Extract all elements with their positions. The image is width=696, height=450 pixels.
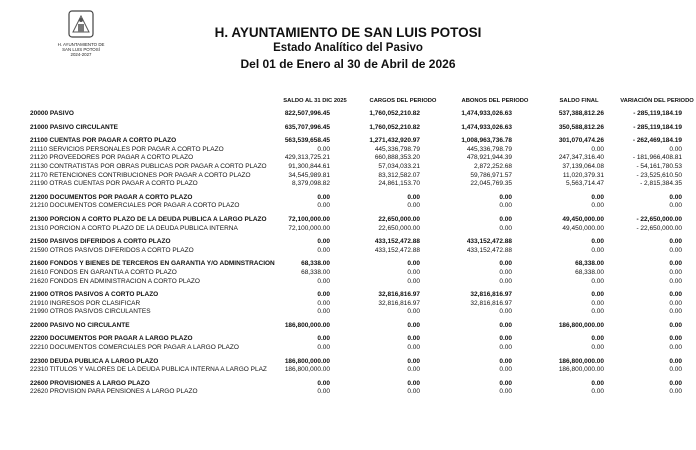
column-headers	[0, 98, 696, 108]
amount-cell: 0.00	[669, 193, 682, 201]
table-row	[0, 137, 696, 146]
amount-cell: 186,800,000.00	[558, 357, 604, 365]
account-label: 22620 PROVISION PARA PENSIONES A LARGO PLAZO	[30, 388, 198, 396]
amount-cell: 0.00	[591, 246, 604, 254]
account-label: 22000 PASIVO NO CIRCULANTE	[30, 321, 130, 329]
amount-cell: 0.00	[317, 291, 330, 299]
report-subtitle: Estado Analítico del Pasivo	[273, 42, 423, 54]
amount-cell: 11,020,379.31	[562, 171, 604, 179]
amount-cell: 0.00	[591, 238, 604, 246]
account-label: 21100 CUENTAS POR PAGAR A CORTO PLAZO	[30, 137, 177, 145]
amount-cell: 0.00	[407, 357, 420, 365]
table-row	[0, 358, 696, 367]
amount-cell: 186,800,000.00	[558, 366, 604, 374]
amount-cell: 433,152,472.88	[374, 246, 420, 254]
table-row	[0, 180, 696, 189]
account-label: 21500 PASIVOS DIFERIDOS A CORTO PLAZO	[30, 238, 171, 246]
table-row	[0, 163, 696, 172]
amount-cell: 0.00	[317, 145, 330, 153]
amount-cell: 32,816,816.97	[470, 291, 512, 299]
amount-cell: 1,474,933,026.63	[461, 123, 512, 131]
amount-cell: 32,816,816.97	[378, 299, 420, 307]
amount-cell: 186,800,000.00	[558, 321, 604, 329]
amount-cell: 0.00	[407, 277, 420, 285]
table-row	[0, 388, 696, 397]
amount-cell: 0.00	[317, 193, 330, 201]
amount-cell: 0.00	[407, 268, 420, 276]
amount-cell: 0.00	[669, 335, 682, 343]
amount-cell: 0.00	[317, 344, 330, 352]
amount-cell: 0.00	[407, 366, 420, 374]
account-label: 22310 TITULOS Y VALORES DE LA DEUDA PUBLICA INTERNA A LARGO PLAZ	[30, 366, 267, 374]
amount-cell: 0.00	[669, 308, 682, 316]
amount-cell: - 285,119,184.19	[633, 110, 682, 117]
amount-cell: 32,816,816.97	[378, 291, 420, 299]
amount-cell: 445,336,798.79	[374, 145, 420, 153]
amount-cell: 0.00	[317, 308, 330, 316]
report-title: H. AYUNTAMIENTO DE SAN LUIS POTOSI	[214, 25, 482, 40]
amount-cell: - 181,966,408.81	[632, 154, 682, 162]
amount-cell: 822,507,996.45	[284, 110, 330, 117]
account-label: 21110 SERVICIOS PERSONALES POR PAGAR A CORTO PLAZO	[30, 145, 224, 153]
amount-cell: 0.00	[591, 277, 604, 285]
amount-cell: 0.00	[407, 379, 420, 387]
account-label: 21120 PROVEEDORES POR PAGAR A CORTO PLAZO	[30, 154, 194, 162]
amount-cell: 445,336,798.79	[466, 145, 512, 153]
amount-cell: 37,139,064.08	[562, 162, 604, 170]
amount-cell: 34,545,989.81	[288, 171, 330, 179]
account-label: 21310 PORCION A CORTO PLAZO DE LA DEUDA PUBLICA INTERNA	[30, 224, 238, 232]
amount-cell: 0.00	[499, 357, 512, 365]
amount-cell: 68,338.00	[301, 260, 330, 268]
table-row	[0, 322, 696, 331]
account-label: 21990 OTROS PASIVOS CIRCULANTES	[30, 308, 151, 316]
account-label: 21910 INGRESOS POR CLASIFICAR	[30, 299, 141, 307]
amount-cell: 0.00	[317, 246, 330, 254]
account-label: 21170 RETENCIONES CONTRIBUCIONES POR PAGAR A CORTO PLAZO	[30, 171, 251, 179]
table-row	[0, 238, 696, 247]
amount-cell: 0.00	[499, 308, 512, 316]
amount-cell: 1,008,963,736.78	[461, 137, 512, 145]
amount-cell: 0.00	[669, 277, 682, 285]
amount-cell: 433,152,472.88	[374, 238, 420, 246]
amount-cell: 0.00	[317, 202, 330, 210]
amount-cell: 72,100,000.00	[288, 224, 330, 232]
account-label: 21200 DOCUMENTOS POR PAGAR A CORTO PLAZO	[30, 193, 193, 201]
account-label: 21210 DOCUMENTOS COMERCIALES POR PAGAR A CORTO PLAZO	[30, 202, 240, 210]
amount-cell: 0.00	[499, 277, 512, 285]
account-label: 22210 DOCUMENTOS COMERCIALES POR PAGAR A LARGO PLAZO	[30, 344, 239, 352]
amount-cell: 433,152,472.88	[466, 238, 512, 246]
account-label: 21600 FONDOS Y BIENES DE TERCEROS EN GARANTIA Y/O ADMINSTRACION	[30, 260, 275, 268]
amount-cell: 22,650,000.00	[378, 215, 420, 223]
amount-cell: 0.00	[499, 379, 512, 387]
amount-cell: 59,786,971.57	[470, 171, 512, 179]
amount-cell: 68,338.00	[575, 260, 604, 268]
amount-cell: 0.00	[591, 379, 604, 387]
amount-cell: 0.00	[499, 202, 512, 210]
amount-cell: 0.00	[669, 238, 682, 246]
amount-cell: 68,338.00	[301, 268, 330, 276]
amount-cell: 0.00	[669, 388, 682, 396]
amount-cell: 0.00	[317, 277, 330, 285]
amount-cell: 24,861,153.70	[378, 180, 420, 188]
amount-cell: 0.00	[669, 344, 682, 352]
table-row	[0, 344, 696, 353]
amount-cell: 0.00	[499, 260, 512, 268]
amount-cell: 0.00	[669, 145, 682, 153]
col-header-saldo-final: SALDO FINAL	[559, 98, 599, 104]
amount-cell: 8,379,098.82	[292, 180, 330, 188]
amount-cell: 186,800,000.00	[284, 366, 330, 374]
amount-cell: 247,347,316.40	[558, 154, 604, 162]
logo-line-2: SAN LUIS POTOSÍ	[62, 47, 100, 52]
table-row	[0, 247, 696, 256]
amount-cell: 1,760,052,210.82	[369, 110, 420, 117]
amount-cell: 91,300,844.61	[288, 162, 330, 170]
amount-cell: 0.00	[407, 335, 420, 343]
amount-cell: 0.00	[499, 224, 512, 232]
amount-cell: 1,271,432,920.97	[369, 137, 420, 145]
table-row	[0, 216, 696, 225]
amount-cell: 0.00	[591, 299, 604, 307]
amount-cell: 635,707,996.45	[284, 123, 330, 131]
report-period: Del 01 de Enero al 30 de Abril de 2026	[240, 57, 456, 71]
amount-cell: 0.00	[669, 299, 682, 307]
logo-line-1: H. AYUNTAMIENTO DE	[57, 42, 105, 47]
table-row	[0, 172, 696, 181]
amount-cell: 22,650,000.00	[378, 224, 420, 232]
amount-cell: 0.00	[317, 335, 330, 343]
amount-cell: 0.00	[407, 344, 420, 352]
account-label: 21590 OTROS PASIVOS DIFERIDOS A CORTO PLAZO	[30, 246, 194, 254]
table-row	[0, 194, 696, 203]
account-label: 22200 DOCUMENTOS POR PAGAR A LARGO PLAZO	[30, 335, 193, 343]
col-header-saldo-inicial: SALDO AL 31 DIC 2025	[283, 98, 347, 104]
table-row	[0, 300, 696, 309]
amount-cell: 429,313,725.21	[284, 154, 330, 162]
account-label: 21300 PORCION A CORTO PLAZO DE LA DEUDA PUBLICA A LARGO PLAZO	[30, 215, 267, 223]
amount-cell: 186,800,000.00	[284, 357, 330, 365]
amount-cell: 537,388,812.26	[558, 110, 604, 117]
amount-cell: 0.00	[407, 308, 420, 316]
amount-cell: 0.00	[669, 291, 682, 299]
amount-cell: 0.00	[317, 388, 330, 396]
amount-cell: 0.00	[499, 321, 512, 329]
amount-cell: 0.00	[591, 388, 604, 396]
amount-cell: 2,872,252.68	[474, 162, 512, 170]
amount-cell: 0.00	[407, 193, 420, 201]
amount-cell: 22,045,769.35	[470, 180, 512, 188]
amount-cell: 0.00	[669, 268, 682, 276]
account-label: 22300 DEUDA PUBLICA A LARGO PLAZO	[30, 357, 159, 365]
amount-cell: 0.00	[317, 379, 330, 387]
amount-cell: 0.00	[669, 357, 682, 365]
table-row	[0, 260, 696, 269]
account-label: 20000 PASIVO	[30, 110, 74, 117]
amount-cell: 72,100,000.00	[288, 215, 330, 223]
amount-cell: 32,816,816.97	[470, 299, 512, 307]
amount-cell: - 2,815,384.35	[640, 180, 682, 188]
amount-cell: - 285,119,184.19	[633, 123, 682, 131]
amount-cell: 0.00	[499, 193, 512, 201]
amount-cell: 57,034,033.21	[378, 162, 420, 170]
amount-cell: - 23,525,610.50	[636, 171, 682, 179]
account-label: 21900 OTROS PASIVOS A CORTO PLAZO	[30, 291, 159, 299]
amount-cell: 0.00	[591, 291, 604, 299]
amount-cell: - 22,650,000.00	[636, 215, 682, 223]
amount-cell: 1,760,052,210.82	[369, 123, 420, 131]
amount-cell: 0.00	[591, 193, 604, 201]
amount-cell: 0.00	[499, 215, 512, 223]
amount-cell: 49,450,000.00	[562, 224, 604, 232]
amount-cell: - 54,161,780.53	[636, 162, 682, 170]
amount-cell: 0.00	[669, 260, 682, 268]
amount-cell: 0.00	[669, 202, 682, 210]
table-row	[0, 110, 696, 119]
amount-cell: 0.00	[591, 344, 604, 352]
amount-cell: 0.00	[669, 379, 682, 387]
table-row	[0, 366, 696, 375]
amount-cell: 83,312,582.07	[378, 171, 420, 179]
col-header-abonos: ABONOS DEL PERIODO	[461, 98, 529, 104]
amount-cell: 0.00	[499, 268, 512, 276]
amount-cell: 433,152,472.88	[466, 246, 512, 254]
table-row	[0, 380, 696, 389]
logo-line-3: 2024-2027	[70, 52, 92, 57]
table-row	[0, 335, 696, 344]
report-header	[0, 24, 696, 72]
amount-cell: 0.00	[591, 308, 604, 316]
liabilities-table	[0, 110, 696, 397]
table-row	[0, 278, 696, 287]
table-row	[0, 291, 696, 300]
amount-cell: 0.00	[591, 145, 604, 153]
amount-cell: 660,888,353.20	[374, 154, 420, 162]
amount-cell: 0.00	[669, 366, 682, 374]
amount-cell: 0.00	[407, 202, 420, 210]
amount-cell: 0.00	[407, 388, 420, 396]
amount-cell: 478,921,944.39	[466, 154, 512, 162]
account-label: 21610 FONDOS EN GARANTIA A CORTO PLAZO	[30, 268, 177, 276]
amount-cell: 0.00	[499, 335, 512, 343]
account-label: 21620 FONDOS EN ADMINISTRACION A CORTO PLAZO	[30, 277, 200, 285]
amount-cell: 0.00	[407, 321, 420, 329]
amount-cell: 0.00	[669, 321, 682, 329]
amount-cell: 0.00	[499, 388, 512, 396]
amount-cell: 0.00	[499, 344, 512, 352]
table-row	[0, 202, 696, 211]
table-row	[0, 269, 696, 278]
amount-cell: 68,338.00	[575, 268, 604, 276]
table-row	[0, 124, 696, 133]
table-row	[0, 146, 696, 155]
amount-cell: 0.00	[317, 238, 330, 246]
amount-cell: - 262,469,184.19	[632, 137, 682, 145]
account-label: 21130 CONTRATISTAS POR OBRAS PUBLICAS POR PAGAR A CORTO PLAZO	[30, 162, 267, 170]
col-header-variacion: VARIACIÓN DEL PERIODO	[620, 98, 694, 104]
amount-cell: 0.00	[591, 202, 604, 210]
amount-cell: 5,563,714.47	[566, 180, 604, 188]
amount-cell: 0.00	[591, 335, 604, 343]
account-label: 21000 PASIVO CIRCULANTE	[30, 123, 119, 131]
amount-cell: 49,450,000.00	[562, 215, 604, 223]
col-header-cargos: CARGOS DEL PERIODO	[369, 98, 437, 104]
amount-cell: 0.00	[317, 299, 330, 307]
amount-cell: 0.00	[669, 246, 682, 254]
amount-cell: 0.00	[407, 260, 420, 268]
table-row	[0, 225, 696, 234]
table-row	[0, 154, 696, 163]
amount-cell: 350,588,812.26	[558, 123, 604, 131]
account-label: 22600 PROVISIONES A LARGO PLAZO	[30, 379, 150, 387]
amount-cell: 301,070,474.26	[558, 137, 604, 145]
table-row	[0, 308, 696, 317]
account-label: 21190 OTRAS CUENTAS POR PAGAR A CORTO PLAZO	[30, 180, 198, 188]
amount-cell: 186,800,000.00	[284, 321, 330, 329]
amount-cell: 0.00	[499, 366, 512, 374]
amount-cell: 563,539,658.45	[284, 137, 330, 145]
amount-cell: - 22,650,000.00	[636, 224, 682, 232]
amount-cell: 1,474,933,026.63	[461, 110, 512, 117]
